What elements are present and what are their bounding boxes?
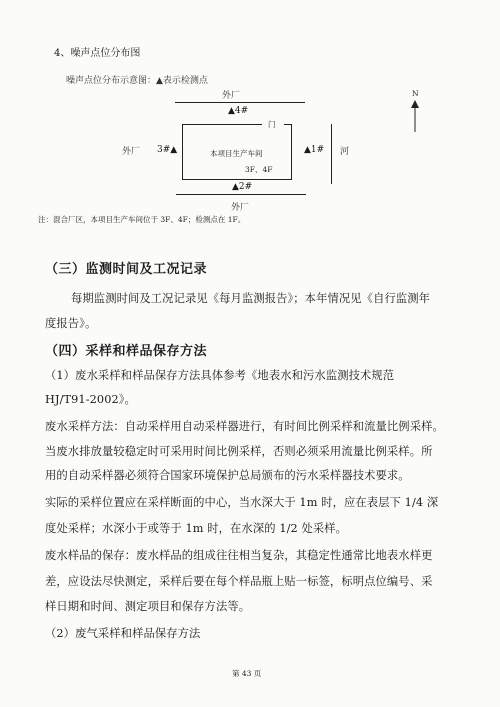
outside-label-bottom: 外厂 — [231, 203, 250, 213]
north-arrow-icon — [408, 99, 422, 133]
outside-label-left: 外厂 — [122, 147, 141, 157]
paragraph-line: 每期监测时间及工况记录见《每月监测报告》；本年情况见《自行监测年 — [71, 292, 431, 305]
point-3: 3#▲ — [157, 145, 178, 155]
building-left-edge — [182, 124, 183, 180]
building-floors: 3F、4F — [245, 165, 273, 174]
point-1: ▲1# — [304, 145, 325, 155]
paragraph-line: 用的自动采样器必须符合国家环境保护总局颁布的污水采样器技术要求。 — [45, 469, 410, 482]
paragraph-line: （2）废气采样和样品保存方法 — [45, 627, 201, 640]
diagram-note: 注：混合厂区，本项目生产车间位于 3F、4F；检测点在 1F。 — [38, 215, 246, 224]
paragraph-line: 废水采样方法：自动采样用自动采样器进行，有时间比例采样和流量比例采样。 — [45, 420, 444, 433]
point-2: ▲2# — [232, 182, 253, 192]
paragraph-line: 度处采样；水深小于或等于 1m 时，在水深的 1/2 处采样。 — [45, 522, 348, 535]
top-boundary-line — [175, 102, 305, 103]
north-label: N — [412, 89, 419, 98]
paragraph-line: （1）废水采样和样品保存方法具体参考《地表水和污水监测技术规范 — [45, 369, 395, 382]
outside-label-top: 外厂 — [222, 91, 241, 101]
gate-label: 门 — [268, 120, 276, 129]
right-boundary-line — [331, 124, 332, 184]
heading-monitoring-time: （三）监测时间及工况记录 — [45, 262, 208, 277]
point-4: ▲4# — [228, 106, 249, 116]
building-right-edge — [291, 124, 292, 180]
paragraph-line: 废水样品的保存：废水样品的组成往往相当复杂，其稳定性通常比地表水样更 — [45, 549, 433, 562]
page-number: 第 43 页 — [232, 669, 262, 678]
legend-text: 噪声点位分布示意图：▲表示检测点 — [66, 76, 208, 86]
paragraph-line: HJ/T91-2002》。 — [45, 393, 136, 406]
paragraph-line: 差，应设法尽快测定，采样后要在每个样品瓶上贴一标签，标明点位编号、采 — [45, 575, 433, 588]
river-label: 河 — [340, 147, 350, 157]
paragraph-line: 度报告》。 — [45, 317, 97, 330]
building-top-edge — [182, 124, 262, 125]
paragraph-line: 当废水排放量较稳定时可采用时间比例采样，否则必须采用流量比例采样。所 — [45, 445, 433, 458]
bottom-boundary-line — [176, 194, 306, 195]
section-title: 4、噪声点位分布图 — [54, 48, 141, 59]
heading-sampling-methods: （四）采样和样品保存方法 — [45, 344, 208, 359]
building-name: 本项目生产车间 — [210, 149, 263, 158]
paragraph-line: 实际的采样位置应在采样断面的中心，当水深大于 1m 时，应在表层下 1/4 深 — [45, 496, 439, 509]
paragraph-line: 样日期和时间、测定项目和保存方法等。 — [45, 600, 251, 613]
building-bottom-edge — [182, 179, 292, 180]
